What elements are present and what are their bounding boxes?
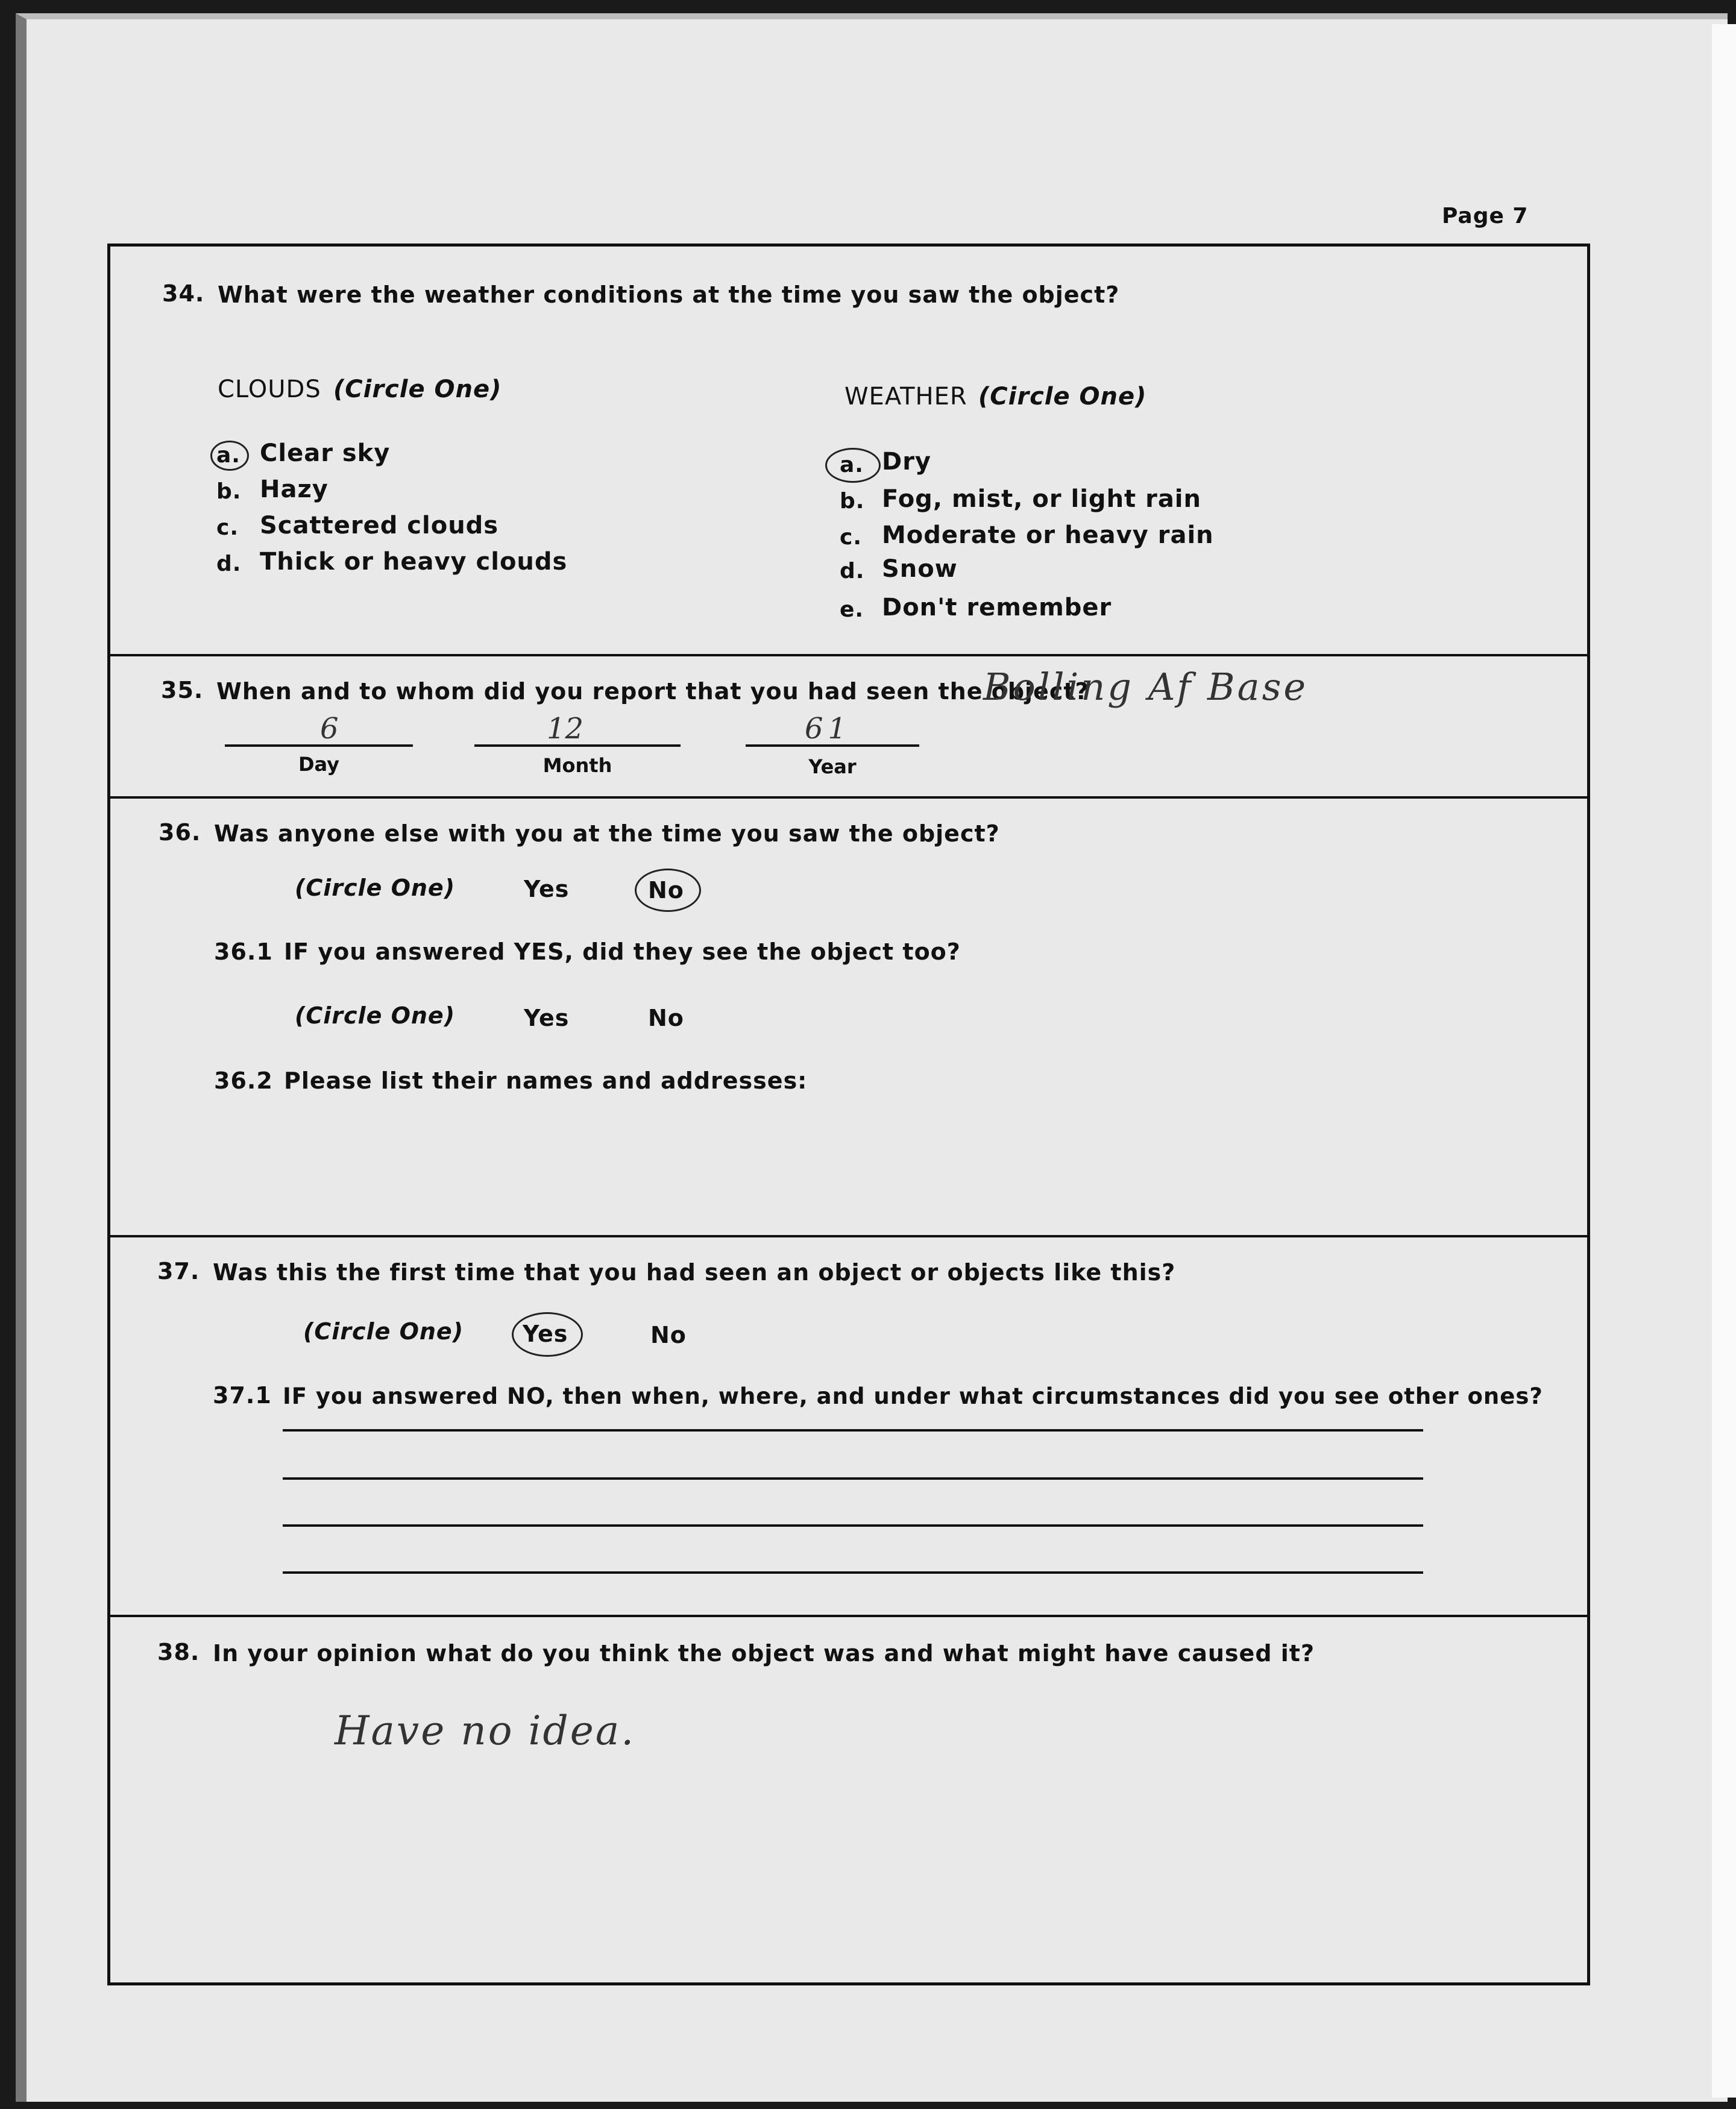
weather-hint: (Circle One) (978, 383, 1147, 410)
q36-1-question: IF you answered YES, did they see the object too? (284, 938, 961, 965)
q37-no: No (650, 1322, 687, 1348)
q36-1-no: No (648, 1005, 684, 1031)
q35-reported-to: Bolling Af Base (983, 665, 1309, 709)
q36-number: 36. (159, 819, 201, 846)
clouds-hint: (Circle One) (333, 376, 502, 403)
q37-1-question: IF you answered NO, then when, where, and under what circumstances did you see other ones? (283, 1383, 1543, 1409)
page-number: Page 7 (1442, 204, 1529, 228)
clouds-option-a-letter: a. (216, 443, 241, 468)
q36-no: No (648, 877, 684, 904)
weather-option-d: Snow (882, 555, 958, 583)
q35-year-value: 61 (805, 712, 852, 746)
clouds-option-d-letter: d. (216, 552, 242, 576)
weather-heading: WEATHER (844, 383, 967, 410)
clouds-heading: CLOUDS (218, 376, 321, 403)
q36-1-yes: Yes (524, 1005, 570, 1031)
q36-1-hint: (Circle One) (295, 1002, 456, 1029)
q38-number: 38. (157, 1639, 200, 1665)
q37-answer-line-3 (283, 1524, 1423, 1527)
weather-option-e-letter: e. (840, 597, 864, 622)
weather-option-d-letter: d. (840, 559, 865, 583)
q35-month-value: 12 (547, 712, 584, 746)
q35-day-value: 6 (320, 712, 339, 746)
q35-number: 35. (161, 677, 204, 703)
q37-number: 37. (157, 1258, 200, 1284)
clouds-option-b: Hazy (260, 476, 329, 503)
q35-day-label: Day (298, 753, 340, 776)
q34-number: 34. (162, 280, 205, 307)
q35-month-label: Month (542, 754, 612, 777)
weather-option-a-letter: a. (840, 453, 864, 477)
q36-2-question: Please list their names and addresses: (284, 1067, 808, 1094)
q36-yes: Yes (524, 876, 570, 902)
question-37-section (110, 1237, 1587, 1617)
q35-month-line (474, 744, 681, 747)
clouds-option-c-letter: c. (216, 515, 239, 540)
weather-option-c-letter: c. (840, 525, 863, 550)
q38-answer: Have no idea. (335, 1708, 636, 1754)
q35-day-line (225, 744, 413, 747)
q36-question: Was anyone else with you at the time you saw the object? (214, 820, 1000, 847)
q37-hint: (Circle One) (303, 1318, 464, 1345)
scan-edge (1712, 24, 1736, 2098)
weather-option-b: Fog, mist, or light rain (882, 485, 1201, 513)
q38-question: In your opinion what do you think the object was and what might have caused it? (213, 1640, 1315, 1667)
questionnaire-box (107, 244, 1590, 1985)
question-34-section (110, 247, 1587, 656)
q34-question: What were the weather conditions at the time you saw the object? (218, 281, 1120, 308)
q36-1-number: 36.1 (214, 938, 273, 965)
clouds-option-a: Clear sky (260, 439, 391, 467)
q37-answer-line-4 (283, 1571, 1423, 1574)
q35-year-label: Year (808, 755, 857, 778)
clouds-option-b-letter: b. (216, 479, 242, 504)
question-36-section (110, 799, 1587, 1237)
q36-hint: (Circle One) (295, 875, 456, 901)
q35-question: When and to whom did you report that you had seen the object? (216, 678, 1089, 705)
question-35-section (110, 656, 1587, 799)
weather-option-c: Moderate or heavy rain (882, 521, 1214, 549)
clouds-option-d: Thick or heavy clouds (260, 548, 568, 576)
question-38-section (110, 1617, 1587, 1982)
q37-answer-line-1 (283, 1429, 1423, 1432)
clouds-option-c: Scattered clouds (260, 512, 499, 539)
q37-yes: Yes (523, 1321, 568, 1347)
q37-answer-line-2 (283, 1477, 1423, 1480)
weather-option-b-letter: b. (840, 489, 865, 514)
weather-option-e: Don't remember (882, 594, 1112, 621)
weather-option-a: Dry (882, 448, 932, 476)
q37-question: Was this the first time that you had seen an object or objects like this? (213, 1259, 1176, 1286)
q36-2-number: 36.2 (214, 1067, 273, 1094)
q35-year-line (746, 744, 919, 747)
q37-1-number: 37.1 (213, 1382, 272, 1409)
